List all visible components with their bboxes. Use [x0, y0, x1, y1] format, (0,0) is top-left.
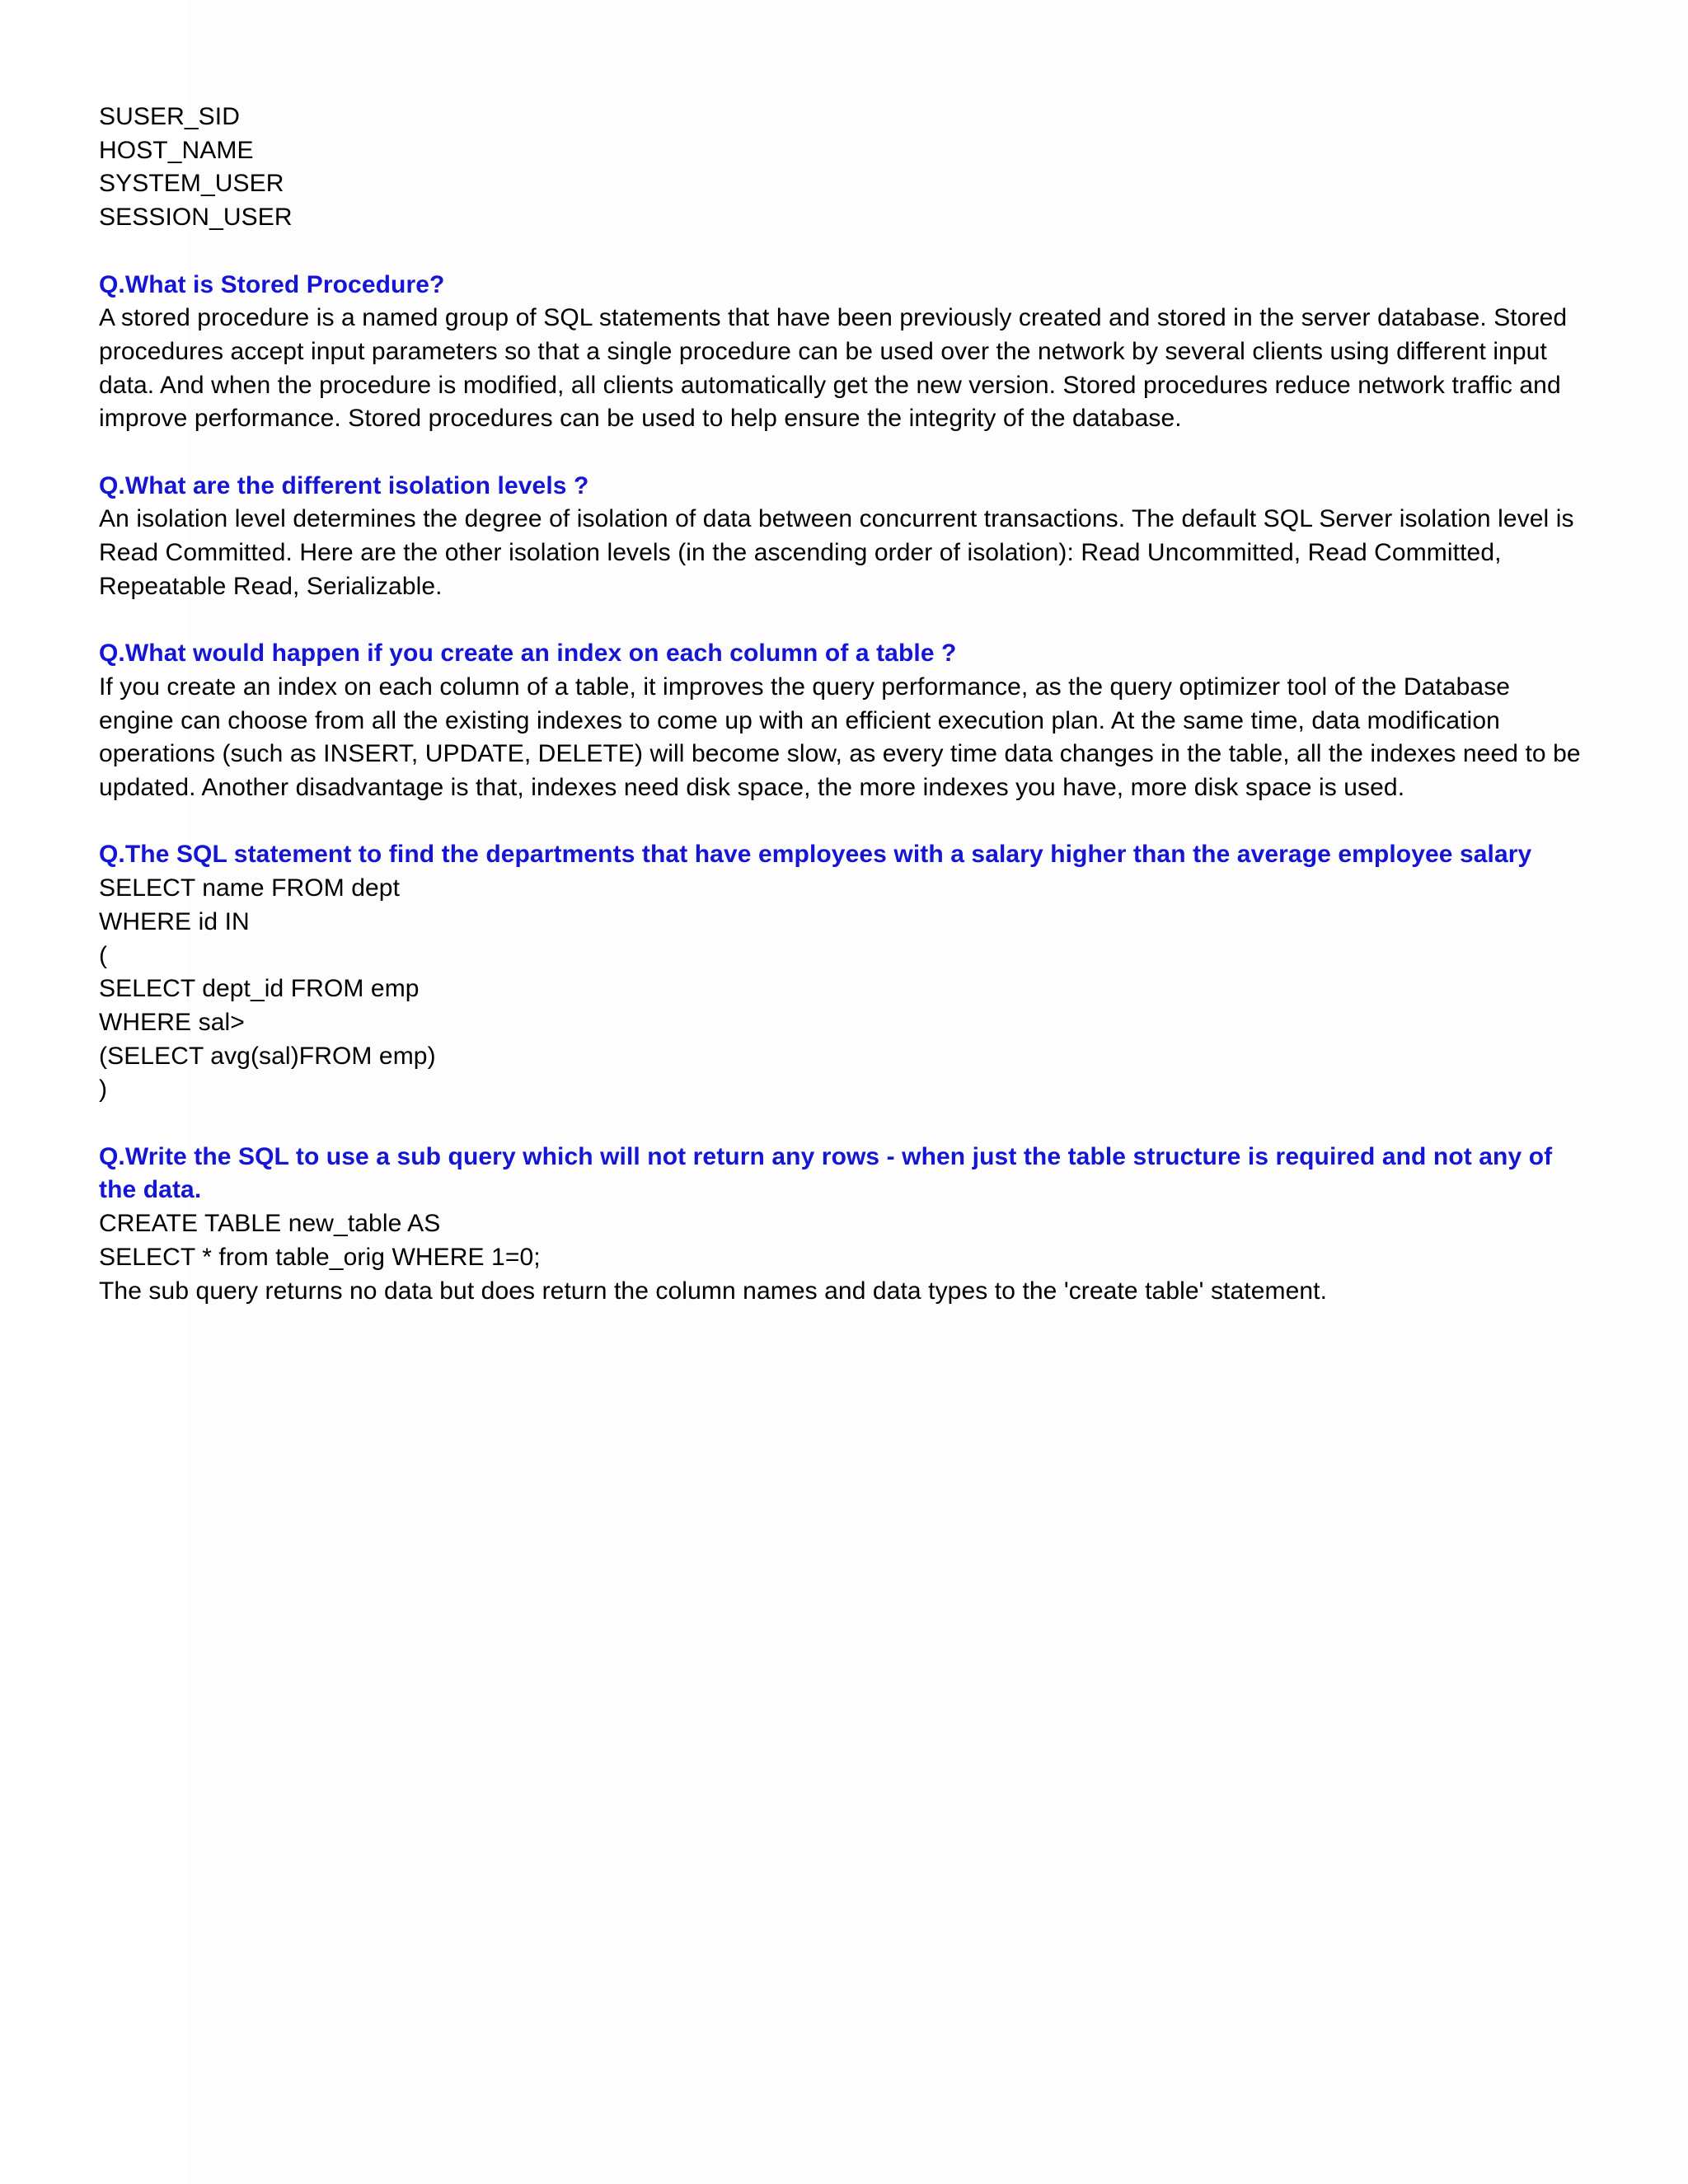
question-heading: Q.What are the different isolation levels ?	[99, 471, 589, 499]
sql-code-block	[99, 1207, 1591, 1274]
qa-section-stored-procedure	[99, 269, 1591, 437]
question-heading: Q.What would happen if you create an index on each column of a table ?	[99, 640, 957, 668]
qa-section-isolation-levels	[99, 470, 1591, 604]
sql-code-line: WHERE id IN	[99, 907, 250, 935]
sql-code-line: (SELECT avg(sal)FROM emp)	[99, 1042, 436, 1070]
question-heading: Q.The SQL statement to find the departments that have employees with a salary higher than the average employee salary	[99, 841, 1532, 869]
function-list	[99, 101, 1591, 235]
question-heading: Q.What is Stored Procedure?	[99, 270, 445, 298]
answer-paragraph: The sub query returns no data but does return the column names and data types to the 'create table' statement.	[99, 1277, 1328, 1305]
sql-code-line: CREATE TABLE new_table AS	[99, 1210, 441, 1238]
qa-section-index-each-column	[99, 637, 1591, 805]
function-list-item: HOST_NAME	[99, 136, 254, 164]
sql-code-line: )	[99, 1076, 108, 1104]
answer-paragraph: A stored procedure is a named group of SQL statements that have been previously created and stored in the server database. Stored procedures accept input parameters so that a single procedure can be used over the network by several clients using different input data. And when the procedure is modified, all clients automatically get the new version. Stored procedures reduce network traffic and improve performance. Stored procedures can be used to help ensure the integrity of the database.	[99, 304, 1568, 433]
sql-code-line: SELECT * from table_orig WHERE 1=0;	[99, 1243, 541, 1271]
answer-paragraph: If you create an index on each column of a table, it improves the query performance, as the query optimizer tool of the Database engine can choose from all the existing indexes to come up with an efficient execution plan. At the same time, data modification operations (such as INSERT, UPDATE, DELETE) will become slow, as every time data changes in the table, all the indexes need to be updated. Another disadvantage is that, indexes need disk space, the more indexes you have, more disk space is used.	[99, 673, 1581, 802]
function-list-item: SESSION_USER	[99, 204, 293, 232]
sql-code-line: WHERE sal>	[99, 1008, 245, 1036]
question-heading: Q.Write the SQL to use a sub query which will not return any rows - when just the table structure is required and not any of the data.	[99, 1142, 1553, 1204]
qa-section-empty-subquery	[99, 1141, 1591, 1309]
sql-code-line: SELECT name FROM dept	[99, 874, 401, 902]
sql-code-block	[99, 872, 1591, 1107]
sql-code-line: SELECT dept_id FROM emp	[99, 975, 420, 1003]
document-content	[99, 101, 1591, 1308]
sql-code-line: (	[99, 941, 108, 969]
function-list-item: SUSER_SID	[99, 103, 240, 130]
function-list-item: SYSTEM_USER	[99, 170, 284, 198]
answer-paragraph: An isolation level determines the degree of isolation of data between concurrent transactions. The default SQL Server isolation level is Read Committed. Here are the other isolation levels (in the ascending order of isolation): Read Uncommitted, Read Committed, Repeatable Read, Serializable.	[99, 505, 1574, 600]
qa-section-departments-query	[99, 838, 1591, 1107]
